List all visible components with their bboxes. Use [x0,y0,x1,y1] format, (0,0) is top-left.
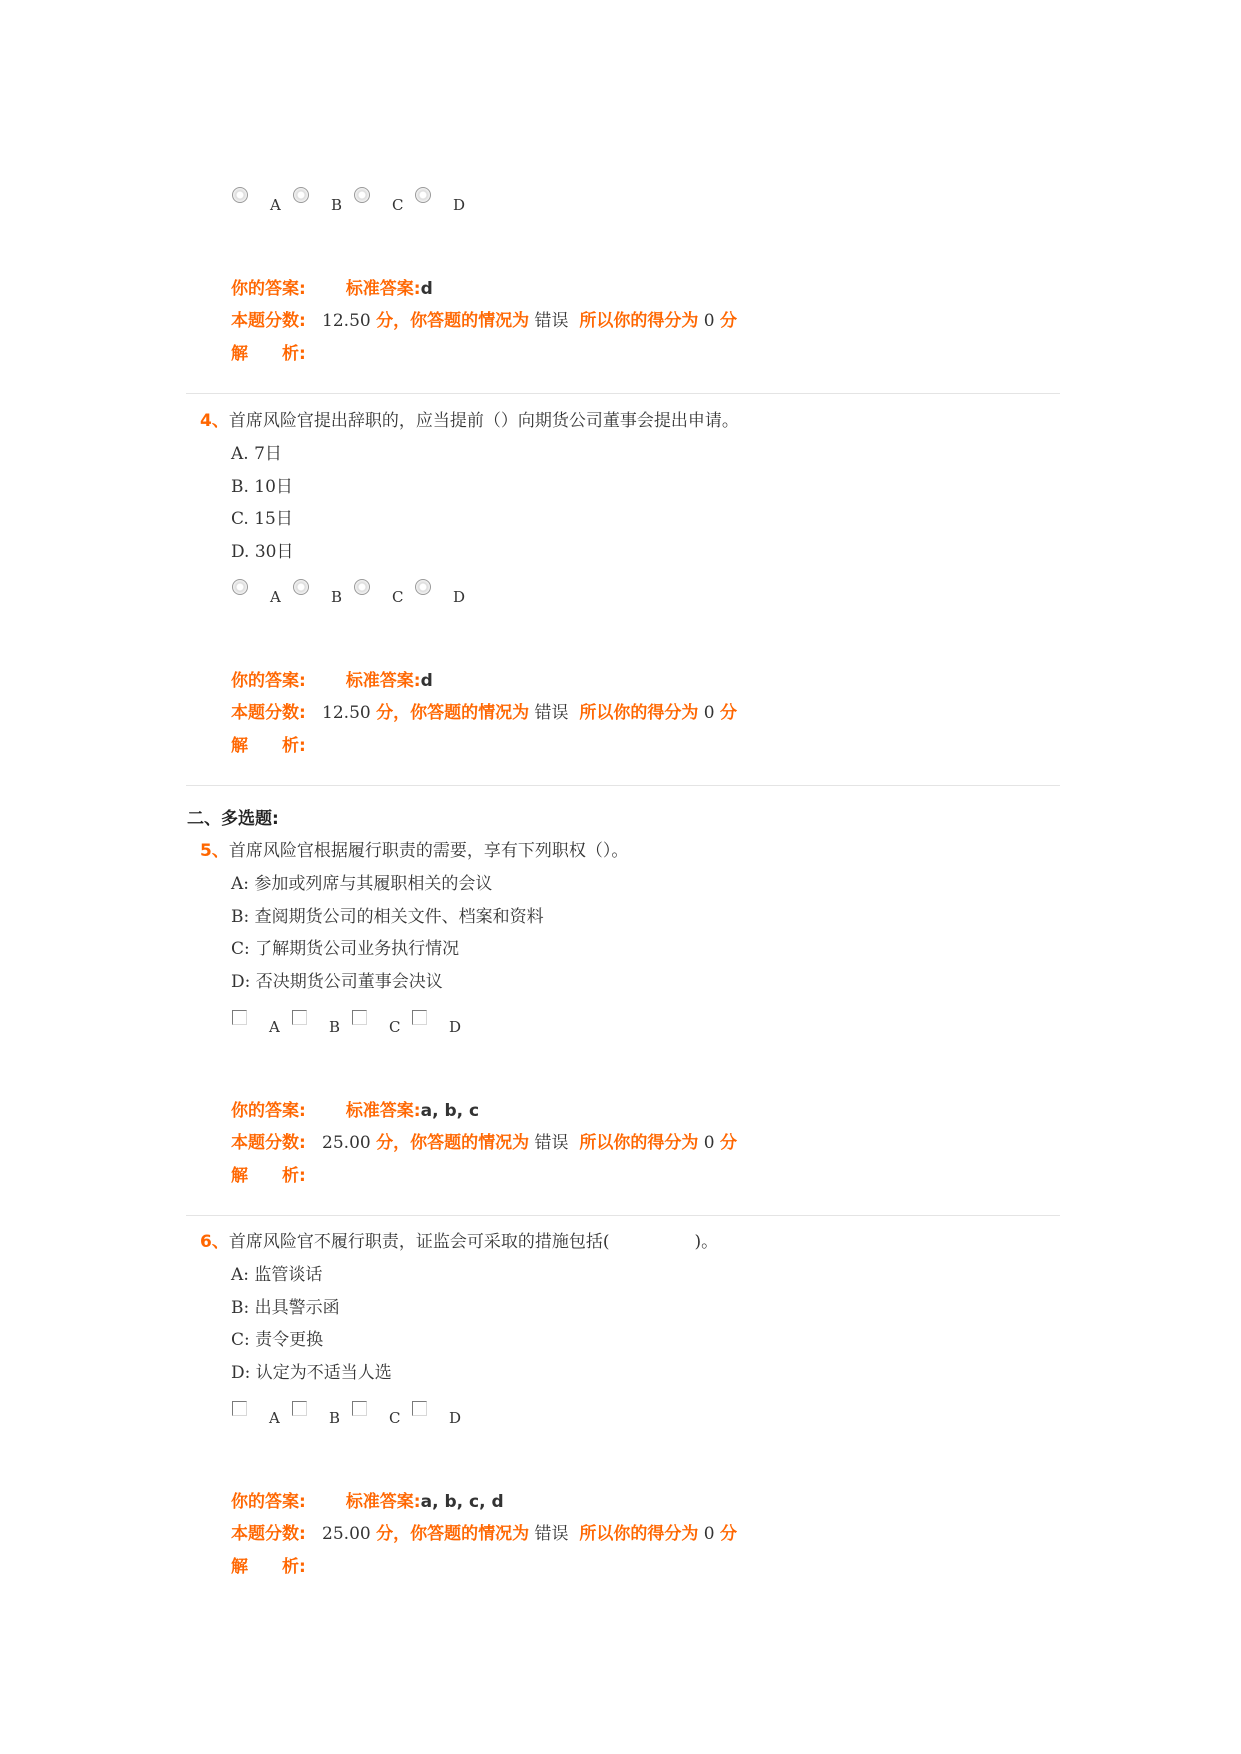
q6-option-b: B: 出具警示函 [231,1298,340,1318]
q4-score-line: 本题分数: 12.50 分，你答题的情况为 错误 所以你的得分为 0 分 [231,703,737,723]
q6-score-line: 本题分数: 25.00 分，你答题的情况为 错误 所以你的得分为 0 分 [231,1524,737,1544]
checkbox-icon[interactable] [232,1401,247,1416]
radio-icon[interactable] [415,187,431,203]
radio-icon[interactable] [415,579,431,595]
q6-option-a: A: 监管谈话 [231,1265,323,1285]
q4-choice-a[interactable]: A [232,589,293,605]
radio-icon[interactable] [354,579,370,595]
q4-choice-c[interactable]: C [354,589,415,605]
checkbox-icon[interactable] [292,1010,307,1025]
q6-choices [232,1410,472,1426]
checkbox-icon[interactable] [412,1401,427,1416]
q5-choices [232,1019,472,1035]
radio-icon[interactable] [354,187,370,203]
q4-choice-d[interactable]: D [415,589,476,605]
q3-choices [232,197,476,213]
q3-score-line: 本题分数: 12.50 分，你答题的情况为 错误 所以你的得分为 0 分 [231,311,737,331]
q4-answer-line: 你的答案: 标准答案:d [231,671,433,691]
q5-option-a: A: 参加或列席与其履职相关的会议 [231,874,493,894]
checkbox-icon[interactable] [352,1401,367,1416]
q6-choice-d[interactable]: D [412,1410,472,1426]
q6-answer-line: 你的答案: 标准答案:a, b, c, d [231,1492,504,1512]
checkbox-icon[interactable] [352,1010,367,1025]
q5-choice-a[interactable]: A [232,1019,292,1035]
q3-choice-c[interactable]: C [354,197,415,213]
q5-analysis-line: 解 析: [231,1166,306,1186]
q4-option-b: B. 10日 [231,477,293,497]
q3-choice-a[interactable]: A [232,197,293,213]
q6-option-d: D: 认定为不适当人选 [231,1363,392,1383]
q4-choice-b[interactable]: B [293,589,354,605]
radio-icon[interactable] [232,579,248,595]
q4-option-a: A. 7日 [231,444,282,464]
radio-icon[interactable] [293,187,309,203]
divider [186,1215,1060,1216]
q6-choice-a[interactable]: A [232,1410,292,1426]
q5-choice-d[interactable]: D [412,1019,472,1035]
q6-option-c: C: 责令更换 [231,1330,324,1350]
q4-stem: 4、首席风险官提出辞职的，应当提前（）向期货公司董事会提出申请。 [200,411,739,431]
q4-option-d: D. 30日 [231,542,294,562]
q5-stem: 5、首席风险官根据履行职责的需要，享有下列职权（）。 [200,841,629,861]
radio-icon[interactable] [293,579,309,595]
q3-answer-line: 你的答案: 标准答案:d [231,279,433,299]
q3-choice-b[interactable]: B [293,197,354,213]
q4-choices [232,589,476,605]
q6-choice-b[interactable]: B [292,1410,352,1426]
q4-analysis-line: 解 析: [231,736,306,756]
q5-choice-c[interactable]: C [352,1019,412,1035]
q5-choice-b[interactable]: B [292,1019,352,1035]
q4-option-c: C. 15日 [231,509,293,529]
divider [186,785,1060,786]
q3-choice-d[interactable]: D [415,197,476,213]
q3-analysis-line: 解 析: [231,344,306,364]
q5-option-c: C: 了解期货公司业务执行情况 [231,939,460,959]
divider [186,393,1060,394]
section-title: 二、多选题: [187,809,279,829]
radio-icon[interactable] [232,187,248,203]
q5-option-b: B: 查阅期货公司的相关文件、档案和资料 [231,907,544,927]
q6-analysis-line: 解 析: [231,1557,306,1577]
checkbox-icon[interactable] [292,1401,307,1416]
checkbox-icon[interactable] [232,1010,247,1025]
q5-answer-line: 你的答案: 标准答案:a, b, c [231,1101,480,1121]
q6-stem: 6、首席风险官不履行职责，证监会可采取的措施包括( )。 [200,1232,719,1252]
q5-score-line: 本题分数: 25.00 分，你答题的情况为 错误 所以你的得分为 0 分 [231,1133,737,1153]
q5-option-d: D: 否决期货公司董事会决议 [231,972,443,992]
checkbox-icon[interactable] [412,1010,427,1025]
q6-choice-c[interactable]: C [352,1410,412,1426]
